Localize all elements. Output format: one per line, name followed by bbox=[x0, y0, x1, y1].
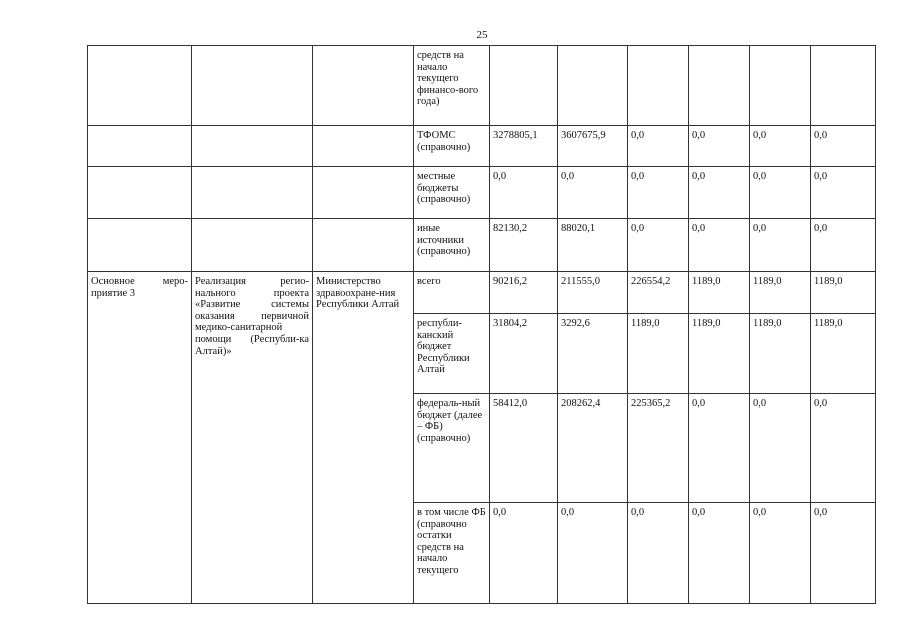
empty-cell bbox=[88, 46, 192, 126]
value-cell bbox=[628, 46, 689, 126]
value-cell: 0,0 bbox=[811, 167, 876, 219]
value-cell: 0,0 bbox=[811, 126, 876, 167]
value-cell: 0,0 bbox=[750, 219, 811, 272]
value-cell: 0,0 bbox=[689, 503, 750, 604]
empty-cell bbox=[313, 219, 414, 272]
value-cell: 0,0 bbox=[811, 394, 876, 503]
value-cell: 226554,2 bbox=[628, 272, 689, 314]
source-cell: иные источники (справочно) bbox=[414, 219, 490, 272]
value-cell: 58412,0 bbox=[490, 394, 558, 503]
value-cell: 82130,2 bbox=[490, 219, 558, 272]
value-cell bbox=[490, 46, 558, 126]
empty-cell bbox=[313, 167, 414, 219]
value-cell: 90216,2 bbox=[490, 272, 558, 314]
value-cell: 0,0 bbox=[490, 167, 558, 219]
value-cell: 0,0 bbox=[689, 394, 750, 503]
value-cell: 0,0 bbox=[811, 503, 876, 604]
table-row bbox=[88, 46, 876, 126]
source-cell: всего bbox=[414, 272, 490, 314]
value-cell: 0,0 bbox=[628, 167, 689, 219]
value-cell: 1189,0 bbox=[811, 272, 876, 314]
value-cell: 208262,4 bbox=[558, 394, 628, 503]
source-cell: федераль-ный бюджет (далее – ФБ) (справочно) bbox=[414, 394, 490, 503]
empty-cell bbox=[88, 219, 192, 272]
value-cell: 0,0 bbox=[558, 167, 628, 219]
value-cell: 0,0 bbox=[750, 394, 811, 503]
value-cell: 0,0 bbox=[628, 503, 689, 604]
source-cell: местные бюджеты (справочно) bbox=[414, 167, 490, 219]
empty-cell bbox=[192, 167, 313, 219]
value-cell: 3278805,1 bbox=[490, 126, 558, 167]
value-cell: 0,0 bbox=[689, 219, 750, 272]
value-cell: 0,0 bbox=[689, 126, 750, 167]
source-cell: в том числе ФБ (справочно остатки средств на начало текущего bbox=[414, 503, 490, 604]
empty-cell bbox=[192, 219, 313, 272]
page-number: 25 bbox=[476, 29, 488, 41]
empty-cell bbox=[192, 46, 313, 126]
table-row bbox=[88, 219, 876, 272]
table-row bbox=[88, 272, 876, 314]
value-cell bbox=[811, 46, 876, 126]
value-cell: 0,0 bbox=[750, 167, 811, 219]
value-cell bbox=[689, 46, 750, 126]
value-cell: 0,0 bbox=[490, 503, 558, 604]
empty-cell bbox=[192, 126, 313, 167]
source-cell: ТФОМС (справочно) bbox=[414, 126, 490, 167]
value-cell: 1189,0 bbox=[689, 272, 750, 314]
financing-table bbox=[87, 45, 876, 604]
value-cell: 1189,0 bbox=[750, 272, 811, 314]
empty-cell bbox=[313, 46, 414, 126]
measure-name-cell: Основное меро-приятие 3 bbox=[88, 272, 192, 604]
empty-cell bbox=[88, 126, 192, 167]
value-cell: 0,0 bbox=[628, 126, 689, 167]
empty-cell bbox=[313, 126, 414, 167]
value-cell: 1189,0 bbox=[750, 314, 811, 394]
value-cell: 0,0 bbox=[628, 219, 689, 272]
value-cell: 3292,6 bbox=[558, 314, 628, 394]
measure-title-cell: Реализация регио-нального проекта «Развитие системы оказания первичной медико-санитарной помощи (Республи-ка Алтай)» bbox=[192, 272, 313, 604]
value-cell: 88020,1 bbox=[558, 219, 628, 272]
table-row bbox=[88, 167, 876, 219]
value-cell: 225365,2 bbox=[628, 394, 689, 503]
value-cell: 1189,0 bbox=[689, 314, 750, 394]
value-cell: 211555,0 bbox=[558, 272, 628, 314]
value-cell: 1189,0 bbox=[811, 314, 876, 394]
value-cell: 0,0 bbox=[750, 503, 811, 604]
table-body bbox=[88, 46, 876, 604]
value-cell: 0,0 bbox=[689, 167, 750, 219]
value-cell: 31804,2 bbox=[490, 314, 558, 394]
empty-cell bbox=[88, 167, 192, 219]
source-cell: средств на начало текущего финансо-вого года) bbox=[414, 46, 490, 126]
source-cell: республи-канский бюджет Республики Алтай bbox=[414, 314, 490, 394]
value-cell: 3607675,9 bbox=[558, 126, 628, 167]
value-cell: 0,0 bbox=[750, 126, 811, 167]
value-cell: 1189,0 bbox=[628, 314, 689, 394]
value-cell bbox=[558, 46, 628, 126]
table-row bbox=[88, 126, 876, 167]
value-cell: 0,0 bbox=[811, 219, 876, 272]
value-cell: 0,0 bbox=[558, 503, 628, 604]
value-cell bbox=[750, 46, 811, 126]
executor-cell: Министерство здравоохране-ния Республики Алтай bbox=[313, 272, 414, 604]
